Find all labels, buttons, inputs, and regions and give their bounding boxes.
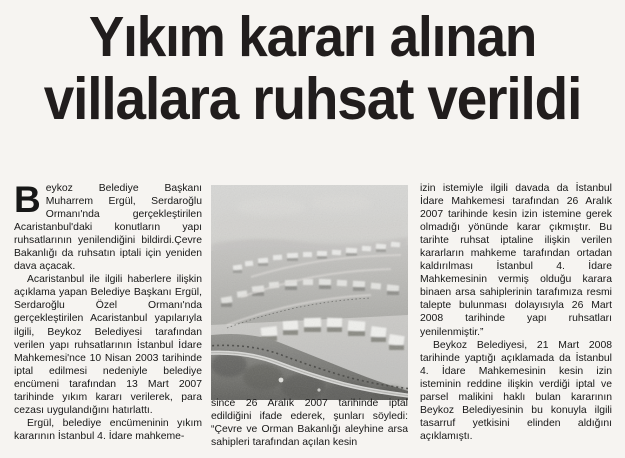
article-column-3 <box>420 182 612 443</box>
column3-paragraph-1: izin istemiyle ilgili davada da İstanbul İdare Mahkemesi tarafından 26 Aralık 2007 tarihinde kesin izin istemine gerek olmadığı yönünde karar çıkmıştır. Bu tarihte ruhsat iptaline ilişkin verilen kararların mahkeme tarafından ortadan kaldırılması İstanbul 4. İdare Mahkemesinin vermiş olduğu karara binaen arsa sahiplerinin tarafımıza resmi talepte bulunması dolayısıyla 26 Mart 2008 tarihinde yapı ruhsatları yenilenmiştir.” <box>420 183 612 338</box>
drop-cap: B <box>14 179 41 220</box>
column1-paragraph-2: Acaristanbul ile ilgili haberlere ilişkin açıklama yapan Belediye Başkanı Ergül, Serdaroğlu Özel Ormanı'nda gerçekleştirilen Acaristanbul yapılarıyla ilgili, Beykoz Belediyesi tarafından verilen yapı ruhsatlarının İstanbul İdare Mahkemesi'nce 10 Nisan 2003 tarihinde iptal edilmesi nedeniyle belediye encümeni tarafından 13 Mart 2007 tarihinde yıkım kararı verilerek, para cezası uygulandığını hatırlattı. <box>14 274 202 416</box>
page-title <box>0 6 625 130</box>
headline-line-2: villalara ruhsat verildi <box>43 66 582 132</box>
column3-paragraph-2: Beykoz Belediyesi, 21 Mart 2008 tarihinde yaptığı açıklamada da İstanbul 4. İdare Mahkemesinin kesin izin isteminin reddine ilişkin verdiği iptal ve parsel malikini haklı bulan kararının Beykoz Belediyesinin bu konuyla ilgili tasarruf yetkisini elinden aldığını açıklamıştı. <box>420 339 612 442</box>
column2-paragraph-1: since 26 Aralık 2007 tarihinde iptal edildiğini ifade ederek, şunları söyledi: “Çevre ve Orman Bakanlığı aleyhine arsa sahipleri tarafından açılan kesin <box>211 398 408 449</box>
article-body <box>0 179 625 458</box>
article-column-2 <box>211 397 408 449</box>
column1-paragraph-1-text: eykoz Belediye Başkanı Muharrem Ergül, Serdaroğlu Ormanı'nda gerçekleştirilen Acaristanbul'daki konutların yapı ruhsatlarının yenilendiğini bildirdi.Çevre Bakanlığı da ruhsatın iptali için yeniden dava açacak. <box>14 183 202 273</box>
column1-paragraph-3: Ergül, belediye encümeninin yıkım kararının İstanbul 4. İdare mahkeme- <box>14 417 202 442</box>
article-column-1 <box>14 179 202 443</box>
headline-line-1: Yıkım kararı alınan <box>88 5 537 69</box>
column1-paragraph-1 <box>14 179 202 273</box>
